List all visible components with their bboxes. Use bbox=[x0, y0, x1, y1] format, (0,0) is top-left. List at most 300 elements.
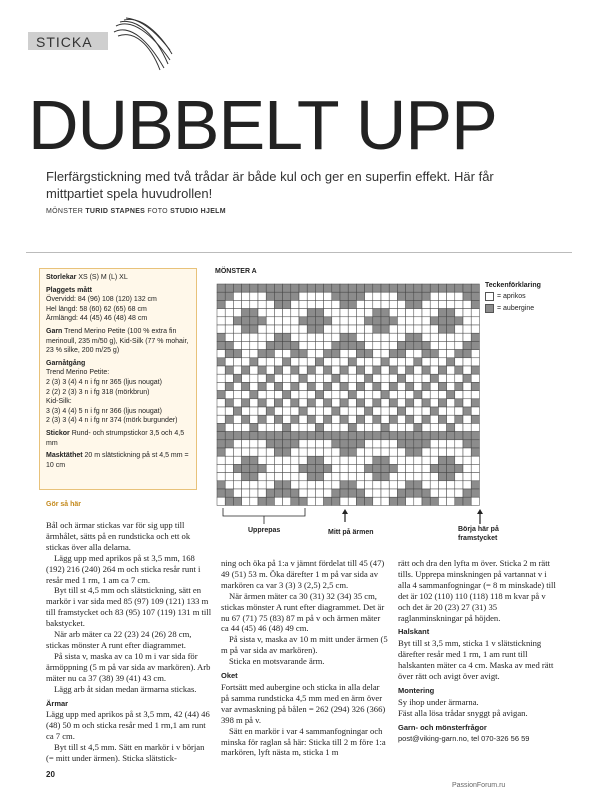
chart-cell bbox=[438, 292, 446, 300]
chart-cell bbox=[430, 366, 438, 374]
chart-cell bbox=[463, 464, 471, 472]
chart-cell bbox=[250, 489, 258, 497]
chart-cell bbox=[397, 456, 405, 464]
chart-cell bbox=[291, 317, 299, 325]
chart-cell bbox=[274, 366, 282, 374]
chart-cell bbox=[430, 309, 438, 317]
paragraph: När arb mäter ca 22 (23) 24 (26) 28 cm, stickas mönster A runt efter diagrammet. bbox=[46, 629, 192, 650]
chart-cell bbox=[332, 292, 340, 300]
chart-cell bbox=[217, 325, 225, 333]
chart-cell bbox=[406, 350, 414, 358]
chart-cell bbox=[315, 358, 323, 366]
chart-cell bbox=[365, 391, 373, 399]
chart-cell bbox=[455, 333, 463, 341]
paragraph: rätt och dra den lyfta m över. Sticka 2 m rätt tills. Upprepa minskningen på vartannat v i alla 4 sammanfogningar (= 8 m minskade) till det är 102 (110) 110 (118) 118 m kvar på v och det är 20 (23) 27 (31) 35 raglanminskningar på höjden. bbox=[398, 558, 556, 623]
chart-cell bbox=[422, 317, 430, 325]
chart-cell bbox=[283, 423, 291, 431]
chart-cell bbox=[291, 292, 299, 300]
chart-cell bbox=[242, 464, 250, 472]
chart-cell bbox=[414, 456, 422, 464]
chart-cell bbox=[242, 473, 250, 481]
chart-cell bbox=[406, 415, 414, 423]
chart-cell bbox=[430, 317, 438, 325]
chart-cell bbox=[463, 473, 471, 481]
chart-cell bbox=[447, 292, 455, 300]
chart-cell bbox=[340, 391, 348, 399]
chart-cell bbox=[283, 415, 291, 423]
chart-cell bbox=[414, 374, 422, 382]
chart-cell bbox=[381, 407, 389, 415]
chart-cell bbox=[438, 423, 446, 431]
chart-cell bbox=[283, 284, 291, 292]
chart-cell bbox=[332, 374, 340, 382]
chart-cell bbox=[274, 423, 282, 431]
chart-cell bbox=[389, 432, 397, 440]
chart-cell bbox=[299, 300, 307, 308]
chart-cell bbox=[381, 489, 389, 497]
chart-cell bbox=[422, 407, 430, 415]
chart-cell bbox=[356, 309, 364, 317]
chart-cell bbox=[315, 366, 323, 374]
chart-cell bbox=[332, 489, 340, 497]
chart-cell bbox=[463, 317, 471, 325]
chart-cell bbox=[463, 284, 471, 292]
page-number: 20 bbox=[46, 770, 55, 779]
chart-cell bbox=[233, 382, 241, 390]
chart-cell bbox=[389, 300, 397, 308]
chart-cell bbox=[283, 391, 291, 399]
chart-cell bbox=[307, 382, 315, 390]
chart-cell bbox=[266, 350, 274, 358]
chart-cell bbox=[217, 415, 225, 423]
chart-cell bbox=[463, 399, 471, 407]
chart-cell bbox=[381, 300, 389, 308]
chart-cell bbox=[414, 440, 422, 448]
chart-cell bbox=[242, 333, 250, 341]
chart-cell bbox=[242, 350, 250, 358]
chart-cell bbox=[455, 341, 463, 349]
credit-name-photo: STUDIO HJELM bbox=[170, 208, 226, 215]
chart-cell bbox=[463, 448, 471, 456]
chart-cell bbox=[471, 366, 479, 374]
chart-cell bbox=[447, 317, 455, 325]
chart-cell bbox=[291, 497, 299, 505]
chart-cell bbox=[283, 432, 291, 440]
chart-cell bbox=[266, 309, 274, 317]
chart-cell bbox=[365, 497, 373, 505]
chart-cell bbox=[242, 415, 250, 423]
chart-cell bbox=[447, 382, 455, 390]
chart-cell bbox=[332, 473, 340, 481]
chart-cell bbox=[373, 325, 381, 333]
chart-cell bbox=[250, 432, 258, 440]
chart-cell bbox=[299, 440, 307, 448]
chart-cell bbox=[356, 284, 364, 292]
chart-cell bbox=[414, 284, 422, 292]
chart-cell bbox=[389, 333, 397, 341]
chart-cell bbox=[315, 399, 323, 407]
chart-cell bbox=[242, 481, 250, 489]
chart-cell bbox=[447, 309, 455, 317]
chart-cell bbox=[389, 497, 397, 505]
chart-cell bbox=[324, 440, 332, 448]
chart-cell bbox=[463, 432, 471, 440]
chart-cell bbox=[242, 284, 250, 292]
chart-cell bbox=[291, 366, 299, 374]
chart-cell bbox=[381, 284, 389, 292]
chart-cell bbox=[283, 341, 291, 349]
chart-cell bbox=[217, 423, 225, 431]
chart-cell bbox=[217, 440, 225, 448]
chart-cell bbox=[283, 317, 291, 325]
chart-cell bbox=[455, 391, 463, 399]
chart-cell bbox=[365, 407, 373, 415]
chart-cell bbox=[332, 382, 340, 390]
chart-cell bbox=[299, 489, 307, 497]
chart-cell bbox=[406, 448, 414, 456]
chart-cell bbox=[406, 382, 414, 390]
specs-box bbox=[39, 268, 197, 490]
chart-cell bbox=[315, 481, 323, 489]
chart-cell bbox=[348, 432, 356, 440]
chart-cell bbox=[356, 317, 364, 325]
chart-cell bbox=[233, 333, 241, 341]
chart-cell bbox=[274, 456, 282, 464]
chart-cell bbox=[258, 497, 266, 505]
chart-cell bbox=[258, 456, 266, 464]
chart-cell bbox=[397, 374, 405, 382]
chart-cell bbox=[373, 456, 381, 464]
chart-cell bbox=[291, 407, 299, 415]
article-title: DUBBELT UPP bbox=[28, 86, 497, 164]
chart-cell bbox=[340, 300, 348, 308]
chart-cell bbox=[233, 481, 241, 489]
chart-cell bbox=[233, 415, 241, 423]
chart-cell bbox=[438, 407, 446, 415]
chart-cell bbox=[233, 309, 241, 317]
chart-cell bbox=[332, 325, 340, 333]
chart-cell bbox=[348, 456, 356, 464]
chart-cell bbox=[406, 464, 414, 472]
chart-cell bbox=[397, 350, 405, 358]
chart-cell bbox=[217, 333, 225, 341]
chart-cell bbox=[233, 497, 241, 505]
chart-cell bbox=[274, 309, 282, 317]
chart-cell bbox=[324, 358, 332, 366]
chart-cell bbox=[381, 473, 389, 481]
chart-cell bbox=[299, 350, 307, 358]
chart-cell bbox=[274, 399, 282, 407]
chart-cell bbox=[324, 448, 332, 456]
chart-cell bbox=[225, 473, 233, 481]
chart-cell bbox=[447, 456, 455, 464]
chart-cell bbox=[315, 300, 323, 308]
chart-cell bbox=[217, 448, 225, 456]
chart-cell bbox=[340, 415, 348, 423]
paragraph: Byt till st 4,5 mm. Sätt en markör i v början (= mitt under ärmen). Sticka slätstick- bbox=[46, 742, 205, 764]
chart-cell bbox=[381, 325, 389, 333]
chart-cell bbox=[397, 382, 405, 390]
chart-cell bbox=[307, 358, 315, 366]
subheading-neckband: Halskant bbox=[398, 627, 430, 637]
chart-cell bbox=[307, 423, 315, 431]
chart-cell bbox=[242, 489, 250, 497]
chart-cell bbox=[414, 382, 422, 390]
chart-cell bbox=[414, 415, 422, 423]
chart-cell bbox=[447, 415, 455, 423]
chart-cell bbox=[242, 366, 250, 374]
chart-cell bbox=[332, 366, 340, 374]
chart-cell bbox=[430, 481, 438, 489]
chart-cell bbox=[397, 284, 405, 292]
chart-cell bbox=[258, 432, 266, 440]
chart-cell bbox=[373, 415, 381, 423]
chart-cell bbox=[348, 382, 356, 390]
chart-cell bbox=[340, 423, 348, 431]
chart-cell bbox=[430, 407, 438, 415]
chart-cell bbox=[315, 473, 323, 481]
chart-cell bbox=[274, 292, 282, 300]
chart-cell bbox=[299, 333, 307, 341]
chart-cell bbox=[340, 284, 348, 292]
chart-cell bbox=[406, 407, 414, 415]
chart-cell bbox=[299, 325, 307, 333]
chart-cell bbox=[274, 432, 282, 440]
chart-cell bbox=[233, 350, 241, 358]
chart-cell bbox=[225, 292, 233, 300]
chart-cell bbox=[381, 292, 389, 300]
chart-cell bbox=[217, 481, 225, 489]
chart-cell bbox=[315, 440, 323, 448]
chart-cell bbox=[266, 432, 274, 440]
chart-cell bbox=[266, 292, 274, 300]
chart-title: MÖNSTER A bbox=[215, 268, 257, 275]
chart-cell bbox=[422, 464, 430, 472]
spec-size bbox=[46, 273, 190, 283]
chart-cell bbox=[283, 300, 291, 308]
chart-cell bbox=[266, 358, 274, 366]
chart-cell bbox=[340, 341, 348, 349]
chart-cell bbox=[348, 341, 356, 349]
chart-cell bbox=[438, 309, 446, 317]
chart-cell bbox=[471, 284, 479, 292]
chart-cell bbox=[422, 300, 430, 308]
chart-cell bbox=[447, 358, 455, 366]
chart-cell bbox=[258, 358, 266, 366]
chart-cell bbox=[233, 448, 241, 456]
chart-cell bbox=[250, 407, 258, 415]
chart-cell bbox=[381, 374, 389, 382]
chart-cell bbox=[463, 481, 471, 489]
chart-cell bbox=[471, 300, 479, 308]
chart-cell bbox=[315, 382, 323, 390]
chart-cell bbox=[348, 292, 356, 300]
chart-cell bbox=[274, 473, 282, 481]
chart-cell bbox=[373, 300, 381, 308]
chart-cell bbox=[471, 415, 479, 423]
chart-cell bbox=[471, 374, 479, 382]
legend-swatch-light bbox=[485, 292, 494, 301]
chart-cell bbox=[274, 391, 282, 399]
chart-cell bbox=[430, 448, 438, 456]
chart-cell bbox=[406, 489, 414, 497]
chart-cell bbox=[447, 333, 455, 341]
chart-cell bbox=[217, 464, 225, 472]
chart-cell bbox=[340, 317, 348, 325]
chart-cell bbox=[438, 333, 446, 341]
chart-cell bbox=[266, 391, 274, 399]
chart-cell bbox=[422, 366, 430, 374]
chart-cell bbox=[356, 464, 364, 472]
chart-cell bbox=[332, 456, 340, 464]
legend-item-light bbox=[485, 292, 541, 301]
chart-cell bbox=[291, 358, 299, 366]
chart-cell bbox=[266, 415, 274, 423]
subheading-questions: Garn- och mönsterfrågor bbox=[398, 722, 487, 732]
chart-cell bbox=[274, 300, 282, 308]
chart-cell bbox=[332, 423, 340, 431]
chart-cell bbox=[291, 284, 299, 292]
chart-cell bbox=[307, 374, 315, 382]
chart-cell bbox=[250, 374, 258, 382]
chart-cell bbox=[373, 432, 381, 440]
chart-cell bbox=[356, 456, 364, 464]
chart-cell bbox=[414, 407, 422, 415]
chart-cell bbox=[356, 374, 364, 382]
chart-cell bbox=[340, 464, 348, 472]
chart-cell bbox=[455, 358, 463, 366]
chart-cell bbox=[438, 391, 446, 399]
chart-cell bbox=[291, 415, 299, 423]
chart-cell bbox=[348, 415, 356, 423]
chart-cell bbox=[365, 341, 373, 349]
chart-cell bbox=[250, 350, 258, 358]
chart-cell bbox=[307, 325, 315, 333]
chart-cell bbox=[242, 407, 250, 415]
chart-cell bbox=[422, 415, 430, 423]
chart-cell bbox=[307, 309, 315, 317]
chart-cell bbox=[250, 292, 258, 300]
chart-cell bbox=[471, 423, 479, 431]
chart-cell bbox=[455, 325, 463, 333]
chart-cell bbox=[332, 464, 340, 472]
chart-cell bbox=[430, 374, 438, 382]
chart-cell bbox=[233, 464, 241, 472]
chart-cell bbox=[365, 440, 373, 448]
chart-cell bbox=[266, 284, 274, 292]
chart-cell bbox=[414, 464, 422, 472]
chart-cell bbox=[373, 399, 381, 407]
chart-cell bbox=[324, 341, 332, 349]
chart-cell bbox=[373, 358, 381, 366]
chart-cell bbox=[430, 325, 438, 333]
chart-cell bbox=[447, 350, 455, 358]
chart-cell bbox=[373, 464, 381, 472]
chart-cell bbox=[348, 407, 356, 415]
chart-cell bbox=[266, 481, 274, 489]
chart-cell bbox=[299, 407, 307, 415]
chart-cell bbox=[365, 489, 373, 497]
chart-cell bbox=[438, 489, 446, 497]
subheading-yoke: Oket bbox=[221, 671, 238, 681]
chart-cell bbox=[447, 407, 455, 415]
chart-cell bbox=[324, 284, 332, 292]
legend-label: = aubergine bbox=[497, 305, 535, 312]
chart-cell bbox=[455, 448, 463, 456]
credits bbox=[46, 208, 226, 215]
chart-cell bbox=[250, 317, 258, 325]
chart-cell bbox=[283, 399, 291, 407]
chart-cell bbox=[307, 317, 315, 325]
chart-cell bbox=[340, 432, 348, 440]
chart-cell bbox=[299, 497, 307, 505]
chart-cell bbox=[340, 350, 348, 358]
chart-cell bbox=[373, 391, 381, 399]
chart-cell bbox=[447, 325, 455, 333]
chart-cell bbox=[348, 423, 356, 431]
chart-cell bbox=[348, 464, 356, 472]
chart-cell bbox=[299, 292, 307, 300]
chart-cell bbox=[283, 489, 291, 497]
chart-cell bbox=[283, 358, 291, 366]
chart-cell bbox=[455, 366, 463, 374]
chart-cell bbox=[315, 391, 323, 399]
chart-cell bbox=[447, 341, 455, 349]
chart-cell bbox=[283, 366, 291, 374]
chart-cell bbox=[438, 300, 446, 308]
chart-cell bbox=[332, 481, 340, 489]
chart-cell bbox=[217, 391, 225, 399]
chart-cell bbox=[365, 284, 373, 292]
chart-cell bbox=[242, 317, 250, 325]
chart-cell bbox=[307, 300, 315, 308]
chart-cell bbox=[356, 325, 364, 333]
chart-cell bbox=[348, 309, 356, 317]
chart-cell bbox=[324, 399, 332, 407]
chart-cell bbox=[217, 382, 225, 390]
chart-cell bbox=[242, 448, 250, 456]
chart-cell bbox=[324, 464, 332, 472]
chart-cell bbox=[463, 497, 471, 505]
chart-cell bbox=[365, 358, 373, 366]
chart-cell bbox=[389, 423, 397, 431]
chart-cell bbox=[389, 341, 397, 349]
chart-cell bbox=[307, 464, 315, 472]
chart-cell bbox=[365, 473, 373, 481]
chart-cell bbox=[455, 481, 463, 489]
chart-cell bbox=[324, 309, 332, 317]
chart-cell bbox=[430, 300, 438, 308]
chart-cell bbox=[283, 309, 291, 317]
chart-cell bbox=[365, 415, 373, 423]
chart-cell bbox=[315, 374, 323, 382]
chart-cell bbox=[356, 341, 364, 349]
chart-cell bbox=[217, 399, 225, 407]
chart-cell bbox=[299, 284, 307, 292]
chart-cell bbox=[225, 350, 233, 358]
chart-cell bbox=[422, 456, 430, 464]
chart-cell bbox=[447, 440, 455, 448]
chart-cell bbox=[430, 350, 438, 358]
chart-cell bbox=[397, 464, 405, 472]
chart-cell bbox=[340, 358, 348, 366]
chart-cell bbox=[340, 440, 348, 448]
chart-cell bbox=[291, 489, 299, 497]
chart-cell bbox=[340, 333, 348, 341]
chart-cell bbox=[348, 300, 356, 308]
chart-cell bbox=[414, 391, 422, 399]
chart-cell bbox=[373, 489, 381, 497]
